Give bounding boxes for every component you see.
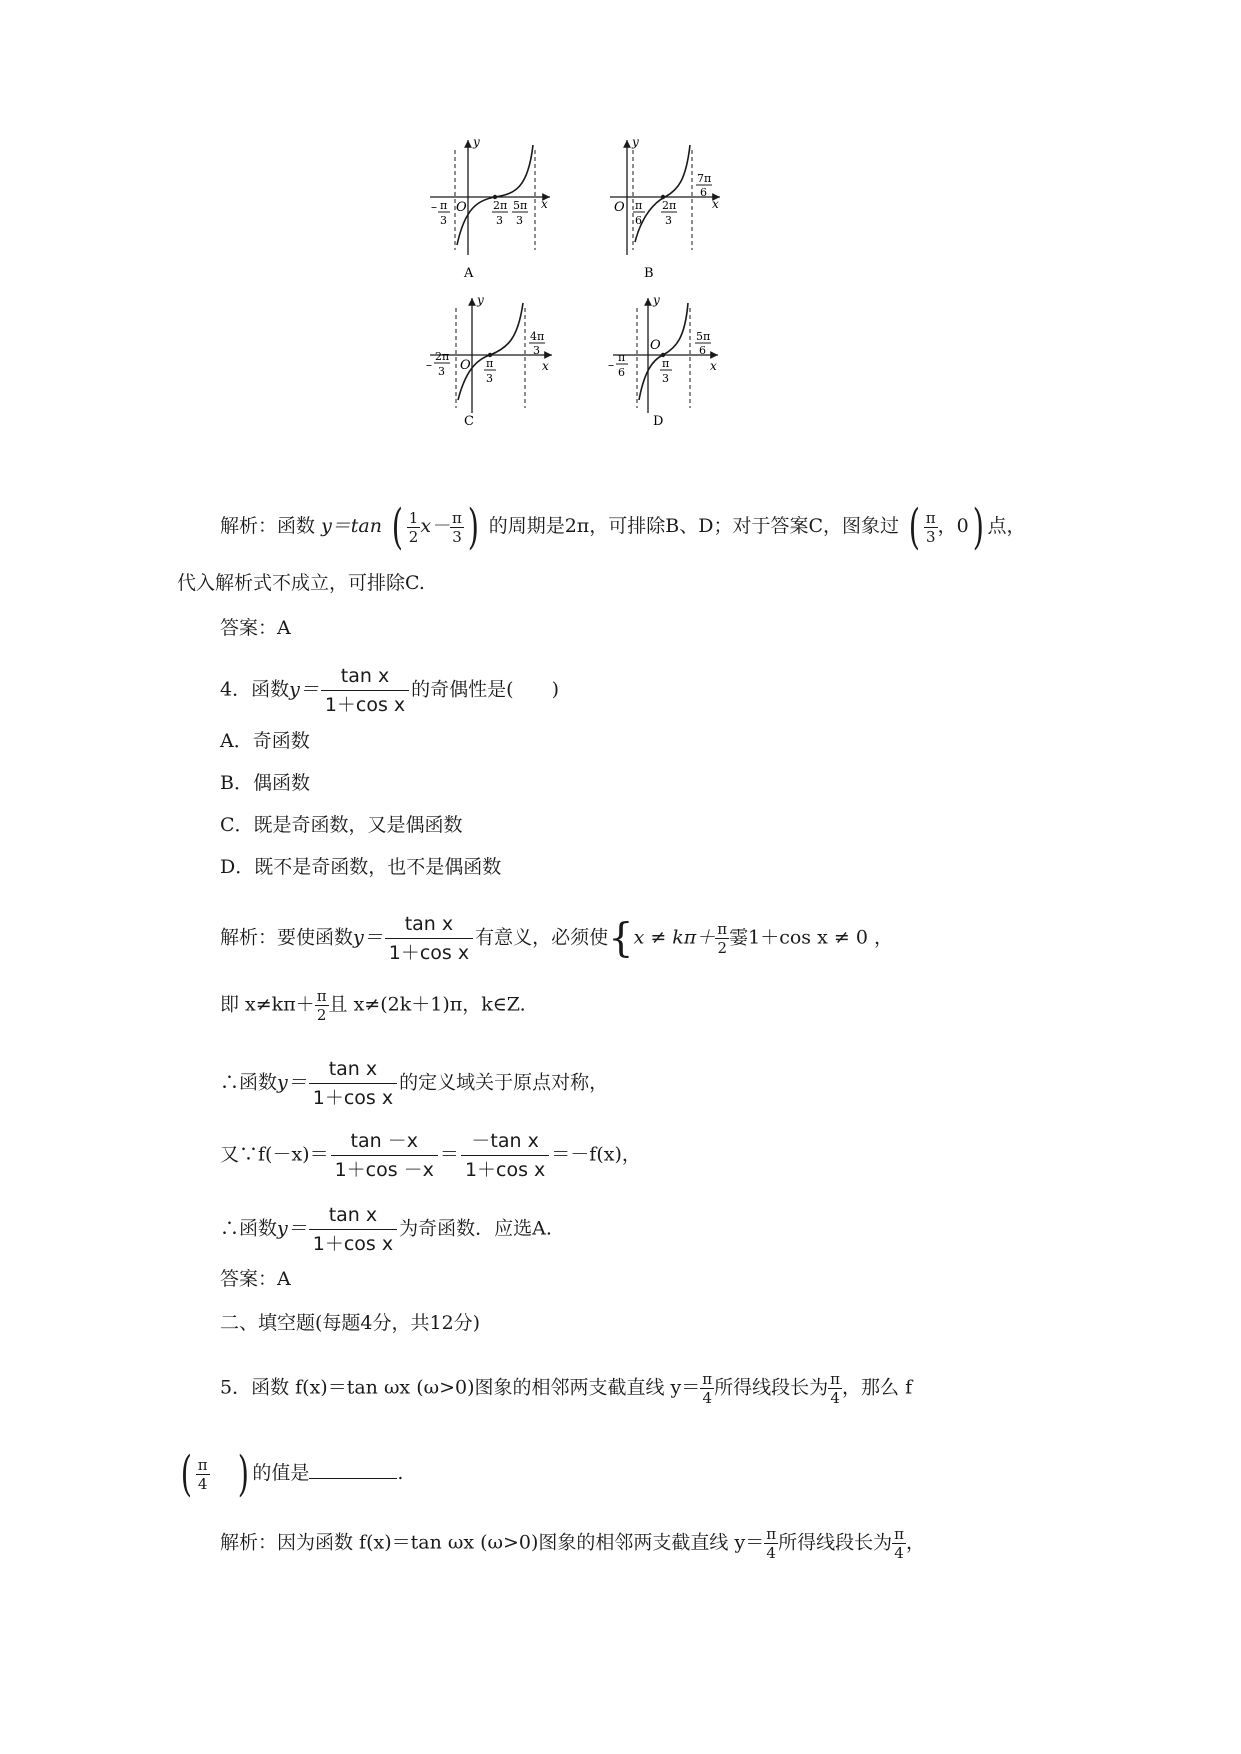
option-d[interactable]: D．既不是奇函数，也不是偶函数 [220,856,502,878]
svg-text:π: π [486,357,494,370]
svg-text:x: x [541,197,548,211]
svg-text:π: π [440,199,448,212]
svg-text:x: x [710,359,717,373]
analysis-2-line-5: ∴函数y＝ $\frac{\text{tan x}}{\text{1＋cos x}}$ 为奇函数．应选A. [220,1201,552,1258]
svg-text:6: 6 [618,366,625,379]
graph-c-label: C [464,414,474,429]
svg-text:6: 6 [699,344,706,357]
analysis-2-line-3: ∴函数y＝ $\frac{\text{tan x}}{\text{1＋cos x}}$ 的定义域关于原点对称， [220,1055,608,1112]
svg-text:π: π [662,357,670,370]
fraction-tan-cos: $\frac{\text{tan x}}{\text{1＋cos x}}$ [385,910,473,967]
svg-text:O: O [614,200,625,215]
svg-text:3: 3 [665,214,672,227]
graph-a [430,135,550,281]
svg-text:2π: 2π [662,199,677,212]
svg-text:3: 3 [662,372,669,385]
function-expr: y＝tan [321,515,382,537]
question-5-line-1: 5．函数 f(x)＝tan ωx (ω>0)图象的相邻两支截直线 y＝ $\frac{\pi}{4}$ 所得线段长为 $\frac{\pi}{4}$ ，那么 f [220,1370,913,1407]
graph-b [610,135,720,281]
svg-text:3: 3 [533,344,540,357]
option-a[interactable]: A．奇函数 [220,730,310,752]
question-5-line-2: ( $\frac{\pi}{4}$ ) 的值是 . [180,1446,404,1502]
svg-text:3: 3 [486,372,493,385]
fraction-tan-cos: $\frac{\text{tan x}}{\text{1＋cos x}}$ [309,1201,397,1258]
option-graphs [420,130,750,440]
answer-1: 答案：A [220,617,291,639]
fraction-pi-4: $\frac{\pi}{4}$ [830,1370,841,1407]
fraction-tan-cos: $\frac{\text{tan x}}{\text{1＋cos x}}$ [309,1055,397,1112]
svg-text:π: π [618,351,626,364]
graph-b-label: B [644,266,654,281]
option-b[interactable]: B．偶函数 [220,772,310,794]
fraction-pi-2: $\frac{\pi}{2}$ [717,920,728,957]
svg-text:5π: 5π [513,199,528,212]
svg-text:y: y [477,293,484,307]
svg-text:3: 3 [440,214,447,227]
fraction-point: $\frac{\pi}{3}$ [925,508,936,546]
svg-text:2π: 2π [435,350,450,363]
fraction-pi-4: $\frac{\pi}{4}$ [894,1525,904,1562]
analysis-label: 解析：函数 [220,515,316,537]
graph-c [426,293,552,429]
svg-text:O: O [650,338,661,353]
fraction-pi-3: $\frac{\pi}{3}$ [452,508,462,546]
svg-text:7π: 7π [697,172,712,185]
svg-text:3: 3 [496,214,503,227]
option-c[interactable]: C．既是奇函数，又是偶函数 [220,814,463,836]
answer-blank[interactable] [309,1458,397,1479]
svg-text:y: y [632,135,639,149]
svg-text:y: y [653,293,660,307]
svg-text:–: – [608,358,614,372]
analysis-3-line-1: 解析：因为函数 f(x)＝tan ωx (ω>0)图象的相邻两支截直线 y＝ $\frac{\pi}{4}$ 所得线段长为 $\frac{\pi}{4}$ ， [220,1525,925,1562]
svg-text:–: – [431,200,437,214]
svg-text:x: x [712,197,719,211]
analysis-1-line-2: 代入解析式不成立，可排除C. [177,572,425,594]
graph-a-label: A [464,266,474,281]
graph-d [608,293,718,429]
fraction-pi-4: $\frac{\pi}{4}$ [197,1455,208,1493]
fraction-pi-2: $\frac{\pi}{2}$ [316,987,327,1024]
svg-text:y: y [473,135,480,149]
fraction-pi-4: $\frac{\pi}{4}$ [766,1525,777,1562]
analysis-2-line-4: 又∵f(－x)＝ $\frac{\tan -x}{1+\cos -x}$ ＝ $\frac{\text{－tan x}}{\text{1＋cos x}}$ ＝－f(x)， [220,1127,641,1184]
svg-text:3: 3 [438,365,445,378]
svg-text:2π: 2π [493,199,508,212]
svg-text:x: x [542,359,549,373]
answer-2: 答案：A [220,1268,291,1290]
svg-text:6: 6 [635,214,642,227]
fraction-neg-x: $\frac{\tan -x}{1+\cos -x}$ [331,1127,438,1184]
svg-text:4π: 4π [530,330,545,343]
analysis-1-line-1: 解析：函数 y＝tan ( $\frac{1}{2}$ x－ $\frac{\pi}{3}$ ) 的周期是2π，可排除B、D；对于答案C，图象过 ( $\frac{\pi}{3}$ ，0) 点， [220,499,1026,555]
fraction-neg-tan: $\frac{\text{－tan x}}{\text{1＋cos x}}$ [461,1127,549,1184]
svg-text:5π: 5π [696,330,711,343]
question-4: 4．函数y＝ $\frac{\text{tan x}}{\text{1＋cos x}}$ 的奇偶性是( ) [220,662,559,719]
svg-text:–: – [426,358,432,372]
svg-text:6: 6 [700,186,707,199]
svg-text:π: π [635,199,643,212]
analysis-2-line-1: 解析：要使函数y＝ $\frac{\text{tan x}}{\text{1＋cos x}}$ 有意义，必须使{x ≠ kπ＋ $\frac{\pi}{2}$ 霎1＋cos x ≠ 0 ， [220,910,893,967]
analysis-text: 的周期是2π，可排除B、D；对于答案C，图象过 [488,515,899,537]
fraction-half: $\frac{1}{2}$ [408,508,419,546]
graph-d-label: D [653,414,664,429]
fraction-pi-4: $\frac{\pi}{4}$ [702,1370,713,1407]
svg-text:O: O [456,200,467,215]
section-heading-fill-in: 二、填空题(每题4分，共12分) [220,1312,481,1334]
svg-text:3: 3 [516,214,523,227]
analysis-2-line-2: 即 x≠kπ＋ $\frac{\pi}{2}$ 且 x≠(2k＋1)π，k∈Z. [220,987,526,1024]
svg-text:O: O [460,358,471,373]
fraction-tan-cos: $\frac{\text{tan x}}{\text{1＋cos x}}$ [321,662,409,719]
